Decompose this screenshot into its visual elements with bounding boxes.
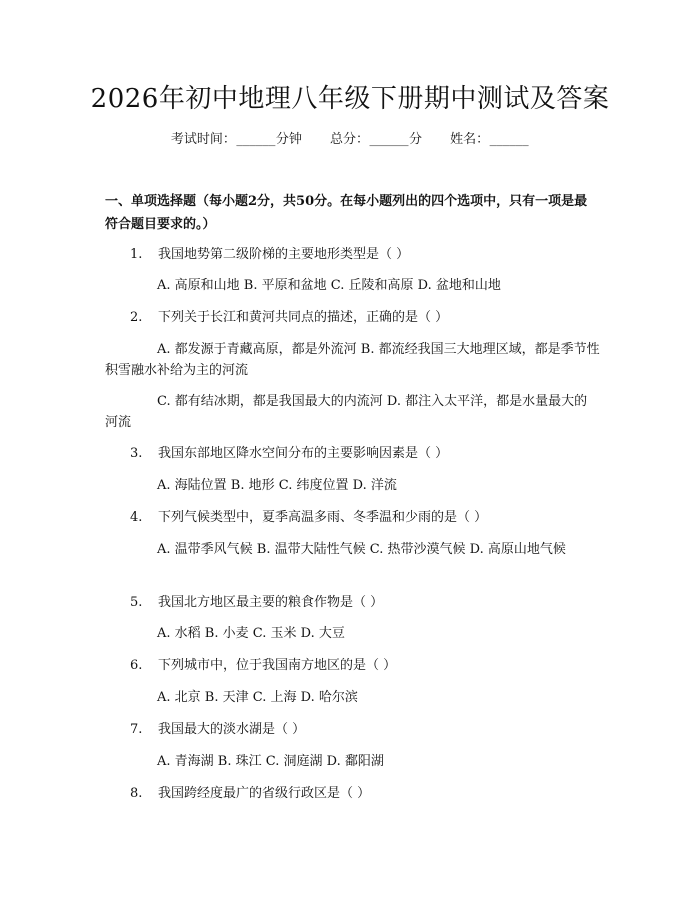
question-number: 8. [130,786,143,801]
question-1 [130,244,600,265]
question-2 [130,307,600,328]
question-2-options-ab: A. 都发源于青藏高原，都是外流河 B. 都流经我国三大地理区域，都是季节性积雪融水补给为主的河流 [105,342,600,378]
student-name-field [450,132,529,147]
question-4 [130,507,600,528]
exam-time-unit: 分钟 [275,132,302,147]
total-score-unit: 分 [409,132,423,147]
question-number: 1. [130,247,143,262]
question-number: 2. [130,310,143,325]
question-number: 7. [130,722,143,737]
question-7 [130,719,600,740]
question-number: 6. [130,658,143,673]
question-text: 我国东部地区降水空间分布的主要影响因素是（ ） [158,446,449,461]
section-heading: 一、单项选择题（每小题2分，共50分。在每小题列出的四个选项中，只有一项是最符合题目要求的。） [105,194,588,232]
question-text: 我国地势第二级阶梯的主要地形类型是（ ） [158,247,410,262]
question-3-options: A. 海陆位置 B. 地形 C. 纬度位置 D. 洋流 [157,478,397,493]
question-text: 我国跨经度最广的省级行政区是（ ） [158,786,371,801]
exam-info-line [0,130,700,150]
page-title: 2026年初中地理八年级下册期中测试及答案 [90,84,610,114]
exam-time-blank: ______ [236,132,276,147]
question-text: 下列气候类型中，夏季高温多雨、冬季温和少雨的是（ ） [158,510,488,525]
question-5 [130,592,600,613]
student-name-label: 姓名： [450,132,490,147]
question-text: 下列关于长江和黄河共同点的描述，正确的是（ ） [158,310,449,325]
question-1-options: A. 高原和山地 B. 平原和盆地 C. 丘陵和高原 D. 盆地和山地 [157,278,501,293]
question-number: 3. [130,446,143,461]
question-6-options: A. 北京 B. 天津 C. 上海 D. 哈尔滨 [157,690,358,705]
total-score-field [330,132,422,147]
question-text: 下列城市中，位于我国南方地区的是（ ） [158,658,397,673]
total-score-label: 总分： [329,132,369,147]
exam-time-label: 考试时间： [170,132,236,147]
question-6 [130,655,600,676]
question-3 [130,443,600,464]
student-name-blank: ______ [489,132,529,147]
question-text: 我国北方地区最主要的粮食作物是（ ） [158,595,384,610]
question-2-options-cd: C. 都有结冰期，都是我国最大的内流河 D. 都注入太平洋，都是水量最大的河流 [105,394,588,430]
question-number: 5. [130,595,143,610]
question-5-options: A. 水稻 B. 小麦 C. 玉米 D. 大豆 [157,626,345,641]
exam-time-field [171,132,302,147]
question-7-options: A. 青海湖 B. 珠江 C. 洞庭湖 D. 鄱阳湖 [157,754,384,769]
question-4-options: A. 温带季风气候 B. 温带大陆性气候 C. 热带沙漠气候 D. 高原山地气候 [157,542,566,557]
question-text: 我国最大的淡水湖是（ ） [158,722,306,737]
question-number: 4. [130,510,143,525]
question-8 [130,783,600,804]
total-score-blank: ______ [369,132,409,147]
